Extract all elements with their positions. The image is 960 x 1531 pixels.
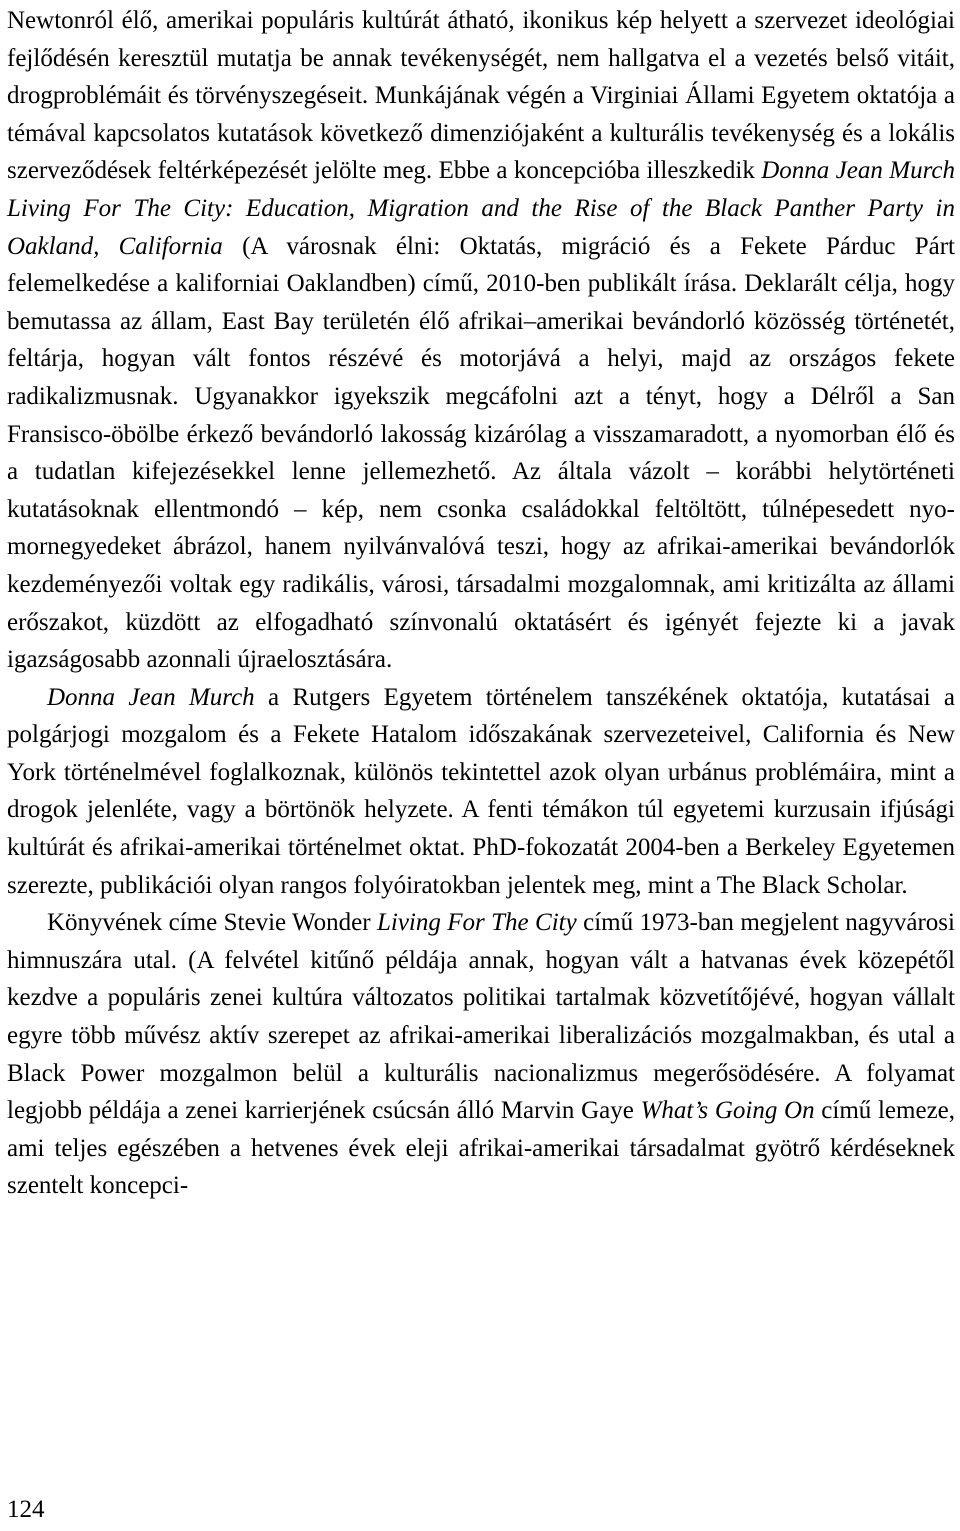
paragraph-3-text-c: című lemeze, ami teljes egészében a hetvenes évek eleji afrikai-amerikai társadalmat gyötrő kérdéseknek szentelt koncepci- bbox=[7, 1097, 956, 1200]
body-text bbox=[7, 2, 955, 1205]
paragraph-3 bbox=[7, 904, 955, 1205]
page-number: 124 bbox=[7, 1496, 45, 1523]
song-title: Living For The City bbox=[376, 909, 577, 937]
book-title: Donna Jean Murch Living For The City: Education, Migration and the Rise of the Black Panther Party in Oakland, California bbox=[7, 157, 955, 260]
paragraph-2-text: a Rutgers Egyetem történelem tanszékének oktatója, kutatásai a polgárjogi mozgalom és a Fekete Hatalom időszakának szervezeteivel, California és New York történelmével foglalkoznak, különös tekintettel azok olyan urbánus problémáira, mint a drogok jelenléte, vagy a börtönök helyzete. A fenti témákon túl egyetemi kurzusain ifjúsági kultúrát és afrikai-amerikai történelmet oktat. PhD-fokozatát 2004-ben a Berkeley Egyetemen szerezte, publikációi olyan rangos folyóiratokban jelentek meg, mint a The Black Scholar. bbox=[7, 683, 955, 899]
paragraph-3-text-a: Könyvének címe Stevie Wonder bbox=[47, 909, 377, 937]
album-title: What’s Going On bbox=[640, 1097, 815, 1125]
author-name: Donna Jean Murch bbox=[47, 683, 255, 711]
paragraph-1-text-b: (A városnak élni: Oktatás, migráció és a Fekete Párduc Párt felemelkedése a kaliforniai Oaklandben) című, 2010-ben publikált írása. Deklarált célja, hogy bemutassa az állam, East Bay területén élő afrikai–amerikai bevándorló közösség történetét, feltárja, hogyan vált fontos részévé és motorjává a helyi, majd az országos fekete radikalizmusnak. Ugyanakkor igyekszik megcáfolni azt a tényt, hogy a Délről a San Fransisco-öbölbe érkező bevándorló lakosság kizárólag a visszamaradott, a nyomorban élő és a tudatlan kifejezésekkel lenne jellemezhető. Az általa vázolt – korábbi helytörténeti kutatásoknak ellentmondó – kép, nem csonka családokkal feltöltött, túlnépesedett nyomornegyedeket ábrázol, hanem nyilvánvalóvá teszi, hogy az afrikai-amerikai bevándorlók kezdeményezői voltak egy radikális, városi, társadalmi mozgalomnak, ami kritizálta az állami erőszakot, küzdött az elfogadható színvonalú oktatásért és igényét fejezte ki a javak igazságosabb azonnali újraelosztására. bbox=[7, 232, 955, 674]
paragraph-1-text-a: Newtonról élő, amerikai populáris kultúrát átható, ikonikus kép helyett a szervezet ideológiai fejlődésén keresztül mutatja be annak tevékenységét, nem hallgatva el a vezetés belső vitáit, drogproblémáit és törvényszegéseit. Munkájának végén a Virginiai Állami Egyetem oktatója a témával kapcsolatos kutatások következő dimenziójaként a kulturális tevékenység és a lokális szerveződések feltérképezését jelölte meg. Ebbe a koncepcióba illeszkedik bbox=[7, 7, 955, 185]
paragraph-1 bbox=[7, 2, 955, 679]
paragraph-3-text-b: című 1973-ban megjelent nagyvárosi himnuszára utal. (A felvétel kitűnő példája annak, hogyan vált a hatvanas évek közepétől kezdve a populáris zenei kultúra változatos politikai tartalmak közvetítőjévé, hogyan vállalt egyre több művész aktív szerepet az afrikai-amerikai liberalizációs mozgalmakban, és utal a Black Power mozgalmon belül a kulturális nacionalizmus megerősödésére. A folyamat legjobb példája a zenei karrierjének csúcsán álló Marvin Gaye bbox=[7, 909, 955, 1125]
paragraph-2 bbox=[7, 679, 955, 905]
